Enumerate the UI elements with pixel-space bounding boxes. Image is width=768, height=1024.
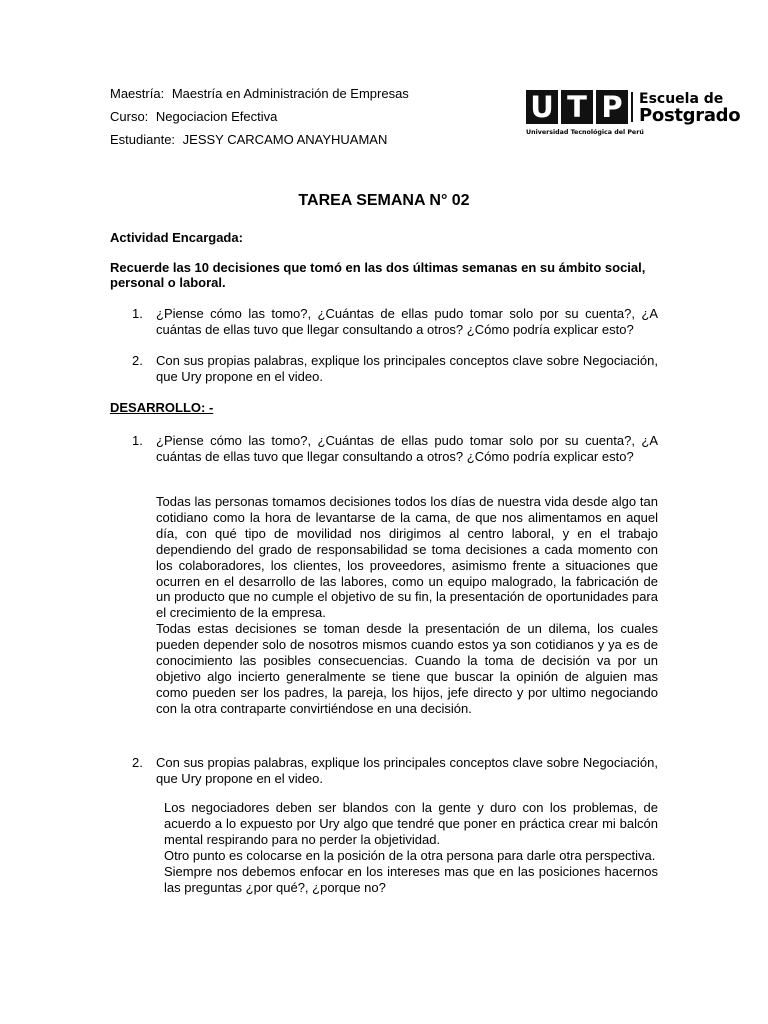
activity-heading: Actividad Encargada:: [110, 230, 243, 245]
estudiante-label: Estudiante:: [110, 132, 176, 147]
logo-separator: [631, 92, 633, 122]
logo-letter-u: U: [526, 90, 558, 124]
answer-question-1: [110, 433, 658, 464]
estudiante-value: JESSY CARCAMO ANAYHUAMAN: [182, 132, 388, 147]
question-2-text: Con sus propias palabras, explique los principales conceptos clave sobre Negociación, que Ury propone en el video.: [156, 353, 658, 384]
curso-value: Negociacion Efectiva: [155, 109, 278, 124]
question-2: [110, 353, 658, 384]
maestria-label: Maestría:: [110, 86, 165, 101]
answer-question-2-text: Con sus propias palabras, explique los principales conceptos clave sobre Negociación, que Ury propone en el video.: [156, 755, 658, 786]
logo-university-text: Universidad Tecnológica del Perú: [526, 129, 644, 136]
utp-logo: [526, 90, 741, 140]
answer-question-2: [110, 755, 658, 786]
page-title: TAREA SEMANA N° 02: [298, 192, 470, 209]
curso-label: Curso:: [110, 109, 149, 124]
answer-2-paragraph: Otro punto es colocarse en la posición de la otra persona para darle otra perspectiva.: [164, 847, 656, 863]
desarrollo-heading: DESARROLLO: -: [110, 400, 214, 415]
utp-letter-boxes: [526, 90, 631, 124]
answer-2-body: [164, 800, 658, 895]
question-2-number: 2.: [132, 353, 143, 368]
maestria-line: [110, 86, 409, 102]
logo-escuela-text: Escuela de: [639, 91, 724, 107]
question-1-number: 1.: [132, 306, 143, 321]
question-1-text: ¿Piense cómo las tomo?, ¿Cuántas de ellas pudo tomar solo por su cuenta?, ¿A cuántas de ellas tuvo que llegar consultando a otros? ¿Cómo podría explicar esto?: [156, 306, 658, 337]
curso-line: [110, 109, 277, 125]
estudiante-line: [110, 132, 387, 148]
answer-1-paragraph: Todas las personas tomamos decisiones todos los días de nuestra vida desde algo tan cotidiano como la hora de levantarse de la cama, de que nos alimentamos en aquel día, con qué tipo de movilidad nos dirigimos al centro laboral, y en el trabajo dependiendo del grado de responsabilidad se toma decisiones a cada momento con los colaboradores, los clientes, los proveedores, asimismo frente a situaciones que ocurren en el desarrollo de las labores, como un equipo malogrado, la fabricación de un producto que no cumple el objetivo de su fin, la presentación de oportunidades para el crecimiento de la empresa.: [156, 494, 658, 621]
answer-2-paragraph: Los negociadores deben ser blandos con la gente y duro con los problemas, de acuerdo a lo expuesto por Ury algo que tendré que poner en práctica crear mi balcón mental respirando para no perder la objetividad.: [164, 800, 658, 847]
maestria-value: Maestría en Administración de Empresas: [171, 86, 409, 101]
answer-question-1-text: ¿Piense cómo las tomo?, ¿Cuántas de ellas pudo tomar solo por su cuenta?, ¿A cuántas de ellas tuvo que llegar consultando a otros? ¿Cómo podría explicar esto?: [156, 433, 658, 464]
answer-1-body: [156, 494, 658, 717]
logo-letter-t: T: [561, 90, 593, 124]
answer-question-1-number: 1.: [132, 433, 143, 448]
logo-letter-p: P: [596, 90, 628, 124]
instruction-text: Recuerde las 10 decisiones que tomó en las dos últimas semanas en su ámbito social, personal o laboral.: [110, 260, 646, 290]
answer-2-paragraph: Siempre nos debemos enfocar en los intereses mas que en las posiciones hacernos las preguntas ¿por qué?, ¿porque no?: [164, 863, 658, 895]
logo-postgrado-text: Postgrado: [639, 105, 741, 126]
answer-question-2-number: 2.: [132, 755, 143, 770]
question-1: [110, 306, 658, 337]
answer-1-paragraph: Todas estas decisiones se toman desde la presentación de un dilema, los cuales pueden depender solo de nosotros mismos cuando estos ya son cotidianos y ya es de conocimiento las posibles consecuencias. Cuando la toma de decisión va por un objetivo algo incierto generalmente se tiene que buscar la opinión de alguien mas como pueden ser los padres, la pareja, los hijos, jefe directo y por ultimo negociando con la otra contraparte convirtiéndose en una decisión.: [156, 621, 658, 716]
